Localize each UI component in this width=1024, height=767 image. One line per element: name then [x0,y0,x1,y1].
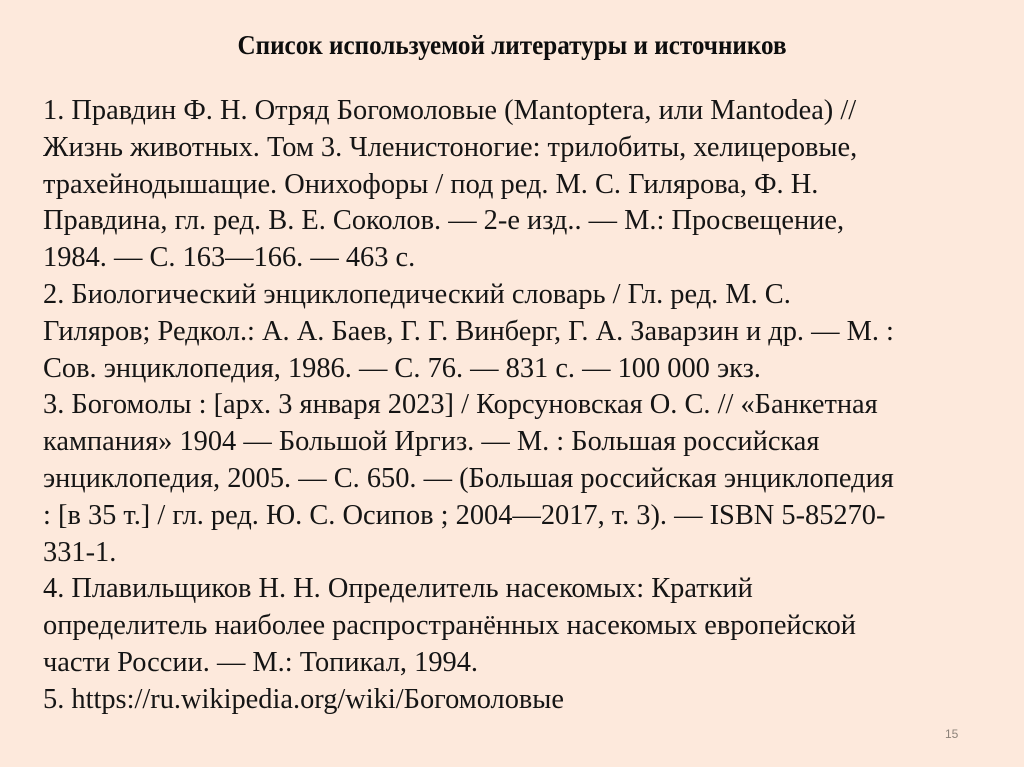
reference-line: 1. Правдин Ф. Н. Отряд Богомоловые (Mantoptera, или Mantodea) // [43,95,857,126]
reference-line: Гиляров; Редкол.: А. А. Баев, Г. Г. Винберг, Г. А. Заварзин и др. — М. : [43,315,894,347]
reference-line: 1984. — С. 163—166. — 463 с. [43,242,416,274]
reference-line: определитель наиболее распространённых насекомых европейской [43,610,856,642]
reference-item-1 [43,93,1003,277]
reference-line: кампания» 1904 — Большой Иргиз. — М. : Большая российская [43,426,820,458]
reference-line: 331-1. [43,536,117,568]
reference-line: энциклопедия, 2005. — С. 650. — (Большая российская энциклопедия [43,462,894,494]
reference-line: части России. — М.: Топикал, 1994. [43,646,479,678]
reference-line: 3. Богомолы : [арх. 3 января 2023] / Корсуновская О. С. // «Банкетная [43,389,878,421]
reference-item-2 [43,277,1003,387]
reference-link[interactable]: 5. https://ru.wikipedia.org/wiki/Богомоловые [43,683,564,715]
reference-item-5 [43,682,1003,719]
reference-item-4 [43,571,1003,681]
reference-line: 2. Биологический энциклопедический словарь / Гл. ред. М. С. [43,278,791,310]
reference-line: трахейнодышащие. Онихофоры / под ред. М. С. Гилярова, Ф. Н. [43,168,819,200]
reference-line: Сов. энциклопедия, 1986. — С. 76. — 831 с. — 100 000 экз. [43,352,761,384]
reference-line: Жизнь животных. Том 3. Членистоногие: трилобиты, хелицеровые, [43,131,858,163]
slide-title: Список используемой литературы и источников [237,30,787,60]
reference-list [43,93,1003,719]
reference-line: Правдина, гл. ред. В. Е. Соколов. — 2-е изд.. — М.: Просвещение, [43,205,845,237]
reference-item-3 [43,387,1003,571]
reference-line: : [в 35 т.] / гл. ред. Ю. С. Осипов ; 2004—2017, т. 3). — ISBN 5-85270- [43,499,886,531]
page-number: 15 [945,727,959,741]
reference-line: 4. Плавильщиков Н. Н. Определитель насекомых: Краткий [43,573,753,605]
